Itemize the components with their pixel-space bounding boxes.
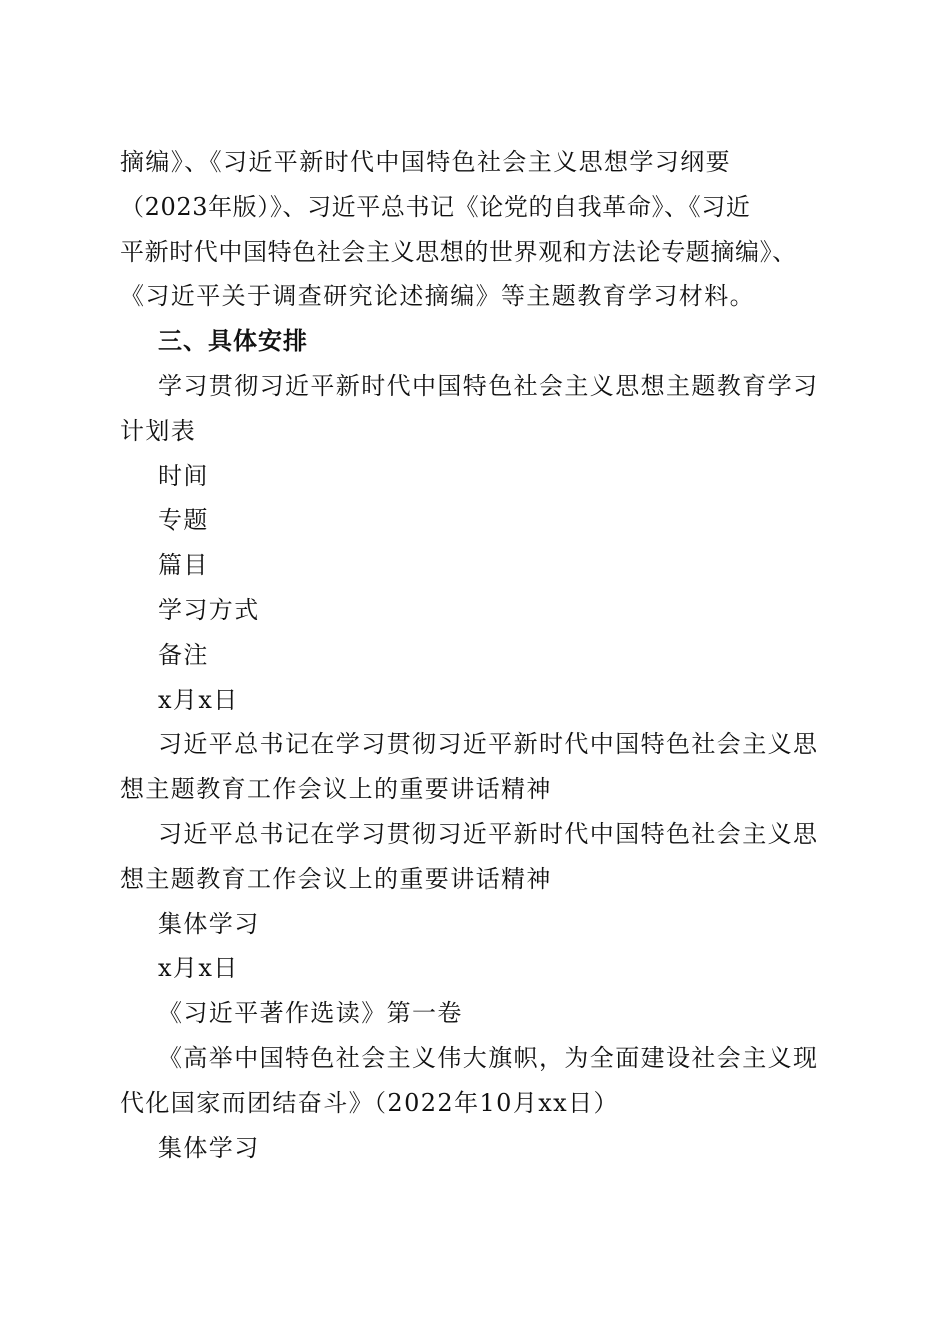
column-header-topic: 专题: [158, 506, 209, 535]
row-2-method: 集体学习: [158, 1133, 260, 1162]
row-2-chapter-line-2: 代化国家而团结奋斗》（2022年10月xx日）: [120, 1088, 619, 1117]
intro-line-4: 《习近平关于调查研究论述摘编》等主题教育学习材料。: [120, 282, 755, 311]
row-1-topic-line-1: 习近平总书记在学习贯彻习近平新时代中国特色社会主义思: [158, 730, 819, 759]
column-header-note: 备注: [158, 640, 209, 669]
row-1-date: x月x日: [158, 685, 239, 714]
row-1-method: 集体学习: [158, 909, 260, 938]
column-header-chapter: 篇目: [158, 551, 209, 580]
column-header-method: 学习方式: [158, 595, 260, 624]
intro-line-2: （2023年版）》、习近平总书记《论党的自我革命》、《习近: [120, 192, 751, 221]
plan-title-line-2: 计划表: [120, 416, 197, 445]
row-2-chapter-line-1: 《高举中国特色社会主义伟大旗帜，为全面建设社会主义现: [158, 1043, 819, 1072]
row-1-chapter-line-1: 习近平总书记在学习贯彻习近平新时代中国特色社会主义思: [158, 819, 819, 848]
row-1-topic-line-2: 想主题教育工作会议上的重要讲话精神: [120, 775, 552, 804]
intro-line-1: 摘编》、《习近平新时代中国特色社会主义思想学习纲要: [120, 148, 731, 176]
intro-line-3: 平新时代中国特色社会主义思想的世界观和方法论专题摘编》、: [120, 237, 797, 266]
row-2-date: x月x日: [158, 954, 239, 983]
section-heading-arrangement: 三、具体安排: [158, 327, 308, 356]
row-1-chapter-line-2: 想主题教育工作会议上的重要讲话精神: [120, 864, 552, 893]
document-body: [120, 140, 840, 1170]
plan-title-line-1: 学习贯彻习近平新时代中国特色社会主义思想主题教育学习: [158, 371, 819, 400]
row-2-topic: 《习近平著作选读》第一卷: [158, 999, 463, 1028]
column-header-time: 时间: [158, 461, 209, 490]
